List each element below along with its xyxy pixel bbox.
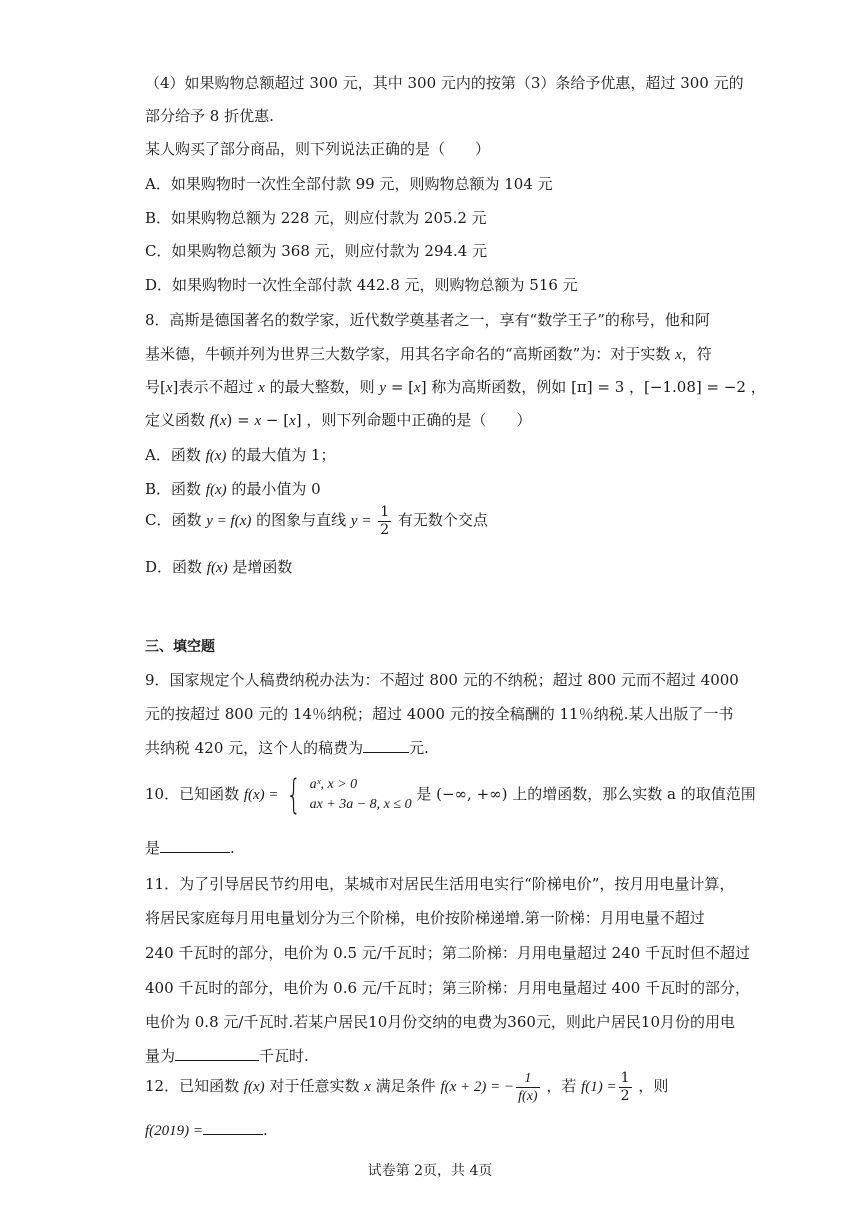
q8-line4-e: ] ，则下列命题中正确的是（ ） (295, 411, 532, 429)
q7-option-c: C．如果购物总额为 368 元，则应付款为 294.4 元 (145, 242, 488, 260)
q11-line6-tail: 千瓦时. (259, 1047, 309, 1065)
q9-line3-text: 共纳税 420 元，这个人的稿费为 (145, 739, 364, 757)
fraction-denominator: 2 (380, 521, 390, 538)
q9-line3 (145, 738, 429, 758)
q10-prefix: 10．已知函数 (145, 785, 244, 803)
q12-line1 (145, 1066, 668, 1107)
f-of-one: f(1) = (581, 1079, 617, 1095)
q11-line5: 电价为 0.8 元/千瓦时.若某户居民10月份交纳的电费为360元，则此户居民10月份的用电 (145, 1013, 736, 1031)
fraction-denominator: 2 (620, 1087, 630, 1104)
q8-line4-a: 定义函数 (145, 411, 210, 429)
q9-line1: 9．国家规定个人稿费纳税办法为：不超过 800 元的不纳税；超过 800 元而不超过 4000 (145, 671, 739, 689)
q8-option-b-text: 的最小值为 0 (226, 480, 321, 498)
q8-option-b (145, 479, 321, 500)
q8-line3-c: 的最大整数，则 (264, 378, 380, 396)
func-fx: f(x) (205, 448, 227, 464)
q8-option-d-text: 是增函数 (227, 558, 293, 576)
q8-line4-d: − [ (261, 411, 290, 429)
q9-line2: 元的按超过 800 元的 14％纳税；超过 4000 元的按全稿酬的 11％纳税.某人出版了一书 (145, 705, 734, 723)
y-equals: y = (350, 513, 372, 529)
q8-line1: 8．高斯是德国著名的数学家，近代数学奠基者之一，享有“数学王子”的称号，他和阿 (145, 311, 710, 329)
fraction-one-half (378, 504, 391, 539)
q11-line6-text: 量为 (145, 1047, 176, 1065)
fraction-numerator: 1 (380, 503, 390, 520)
fraction-numerator: 1 (620, 1069, 630, 1086)
q12-mid2: 满足条件 (370, 1077, 441, 1095)
q12-period: . (263, 1121, 268, 1139)
q9-line3-tail: 元. (409, 739, 429, 757)
answer-blank[interactable] (363, 738, 409, 753)
var-x: x (675, 347, 682, 363)
var-y: y (379, 380, 387, 396)
q8-line4-b: ( (213, 411, 220, 429)
var-x: x (414, 380, 421, 396)
q7-rule4-line1: （4）如果购物总额超过 300 元，其中 300 元内的按第（3）条给予优惠，超过 300 元的 (145, 74, 744, 92)
q12-prefix: 12．已知函数 (145, 1077, 244, 1095)
q8-line2-text: 基米德，牛顿并列为世界三大数学家，用其名字命名的“高斯函数”为：对于实数 (145, 345, 676, 363)
case-1: aˣ, x > 0 (309, 777, 358, 792)
answer-blank[interactable] (203, 1120, 263, 1135)
var-x: x (165, 380, 173, 396)
var-x: x (254, 413, 262, 429)
page-footer: 试卷第 2页，共 4页 (367, 1163, 493, 1179)
q8-line3 (145, 377, 766, 398)
func-y-eq-fx: y = f(x) (206, 513, 252, 529)
fraction-one-over-fx (516, 1070, 539, 1105)
q11-line2: 将居民家庭每月用电量划分为三个阶梯，电价按阶梯递增.第一阶梯：月用电量不超过 (145, 909, 705, 927)
q8-option-d-prefix: D．函数 (145, 558, 207, 576)
var-f: f (209, 413, 214, 429)
q8-line2-tail: ，符 (681, 345, 712, 363)
q7-option-d: D．如果购物时一次性全部付款 442.8 元，则购物总额为 516 元 (145, 276, 578, 294)
fraction-denominator: f(x) (518, 1088, 538, 1104)
var-x: x (219, 413, 227, 429)
condition-lhs: f(x + 2) = − (440, 1079, 515, 1095)
q10-period: . (230, 839, 235, 857)
q11-line1: 11．为了引导居民节约用电，某城市对居民生活用电实行“阶梯电价”，按月用电量计算， (145, 875, 735, 893)
q12-mid1: 对于任意实数 (264, 1077, 365, 1095)
q8-line4 (145, 410, 531, 431)
func-fx: f(x) (206, 560, 228, 576)
q8-option-c-prefix: C．函数 (145, 511, 207, 529)
q8-line3-b: ]表示不超过 (172, 378, 259, 396)
q8-line4-c: ) = (226, 411, 255, 429)
answer-blank[interactable] (175, 1046, 259, 1061)
case-2: ax + 3a − 8, x ≤ 0 (309, 797, 412, 812)
q7-rule4-line2: 部分给予 8 折优惠. (145, 107, 274, 125)
var-x: x (289, 413, 296, 429)
var-x: x (364, 1079, 371, 1095)
q12-tail: ，则 (633, 1077, 669, 1095)
q7-option-a: A．如果购物时一次性全部付款 99 元，则购物总额为 104 元 (145, 175, 553, 193)
left-brace: { (286, 772, 302, 818)
q11-line3: 240 千瓦时的部分，电价为 0.5 元/千瓦时；第二阶梯：月用电量超过 240 千瓦时但不超过 (145, 944, 751, 962)
piecewise-cases (310, 775, 412, 815)
var-x: x (258, 380, 265, 396)
q10-line1 (145, 772, 756, 818)
q8-line3-d: = [ (386, 378, 415, 396)
q8-option-a-text: 的最大值为 1； (226, 446, 336, 464)
q11-line6 (145, 1046, 309, 1066)
q8-option-c-mid: 的图象与直线 (251, 511, 351, 529)
func-fx-eq: f(x) = (243, 787, 279, 803)
q8-option-c-tail: 有无数个交点 (393, 511, 488, 529)
q8-line3-e: ] 称为高斯函数，例如 [π] = 3 ，[−1.08] = −2 ， (420, 378, 766, 396)
q11-line4: 400 千瓦时的部分，电价为 0.6 元/千瓦时；第三阶梯：月用电量超过 400 千瓦时的部分， (145, 979, 751, 997)
func-fx: f(x) (243, 1079, 265, 1095)
q8-option-b-prefix: B．函数 (145, 480, 206, 498)
q12-mid3: ，若 (541, 1077, 582, 1095)
func-fx: f(x) (205, 482, 227, 498)
q8-option-a-prefix: A．函数 (145, 446, 206, 464)
q8-option-d (145, 557, 292, 578)
q8-option-c (145, 503, 488, 539)
q8-line2 (145, 344, 712, 365)
fraction-one-half (619, 1070, 632, 1105)
fraction-numerator: 1 (516, 1070, 539, 1088)
q10-line2-text: 是 (145, 839, 161, 857)
f-2019: f(2019) = (145, 1123, 204, 1139)
q7-stem: 某人购买了部分商品，则下列说法正确的是（ ） (145, 140, 491, 158)
q8-line3-a: 号[ (145, 378, 166, 396)
answer-blank[interactable] (160, 838, 230, 853)
q10-suffix: 是 (−∞, +∞) 上的增函数，那么实数 a 的取值范围 (411, 785, 756, 803)
q8-option-a (145, 445, 336, 466)
q12-line2 (145, 1120, 268, 1141)
section-heading-fill-in: 三、填空题 (145, 639, 215, 655)
q7-option-b: B．如果购物总额为 228 元，则应付款为 205.2 元 (145, 209, 487, 227)
q10-line2 (145, 838, 235, 858)
